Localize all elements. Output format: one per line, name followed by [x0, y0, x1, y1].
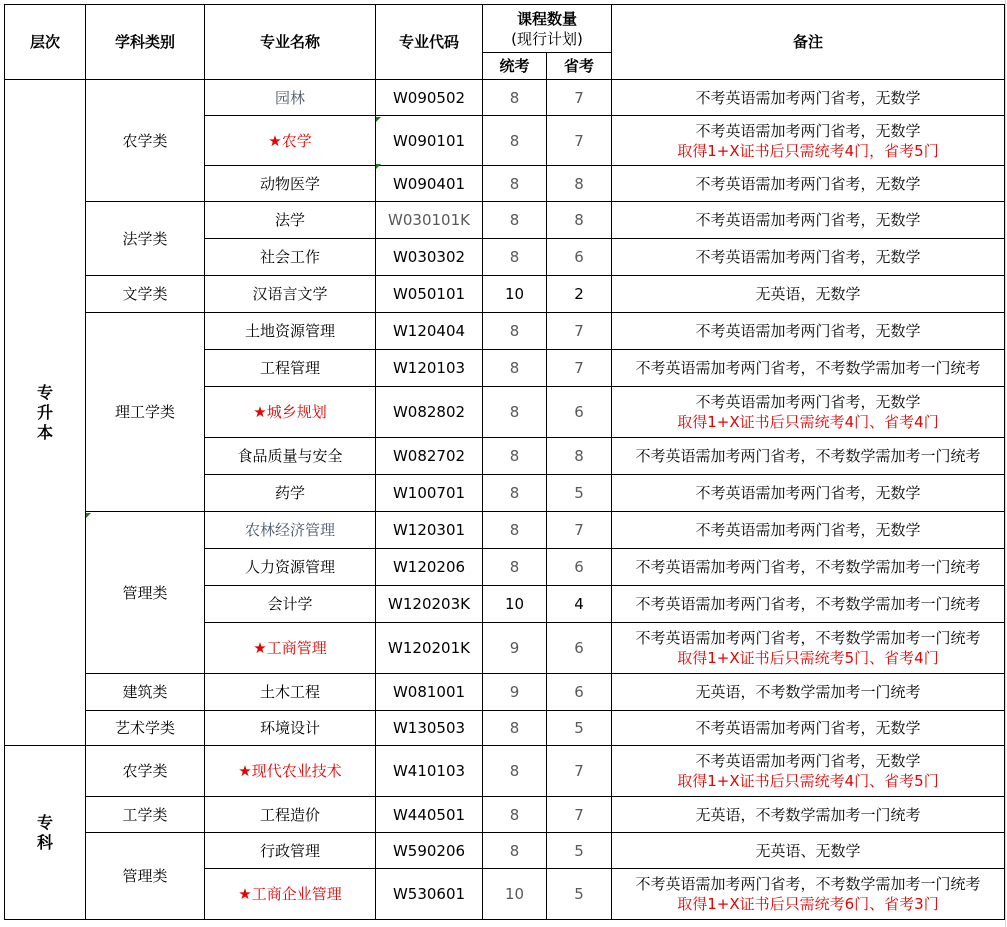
table-row	[5, 512, 1005, 549]
provincial-count: 6	[547, 674, 612, 711]
unified-count: 8	[483, 549, 547, 586]
major-name: 会计学	[205, 586, 376, 623]
remark	[612, 746, 1005, 797]
major-name: ★农学	[205, 116, 376, 166]
header-category: 学科类别	[86, 5, 205, 80]
provincial-count: 8	[547, 166, 612, 202]
remark-line: 不考英语需加考两门省考，不考数学需加考一门统考	[635, 875, 981, 893]
remark: 不考英语需加考两门省考，不考数学需加考一门统考	[612, 549, 1005, 586]
major-name: ★工商企业管理	[205, 869, 376, 920]
provincial-count: 6	[547, 239, 612, 276]
category-eng-junior: 工学类	[86, 797, 205, 833]
major-code: W120103	[376, 350, 483, 387]
remark: 无英语，无数学	[612, 276, 1005, 313]
major-code: W082802	[376, 387, 483, 438]
major-name: 汉语言文学	[205, 276, 376, 313]
major-name: 行政管理	[205, 833, 376, 869]
major-name: 工程造价	[205, 797, 376, 833]
major-code: W082702	[376, 438, 483, 475]
major-code: W090502	[376, 80, 483, 116]
remark: 不考英语需加考两门省考，无数学	[612, 202, 1005, 239]
remark	[612, 869, 1005, 920]
table-row	[5, 313, 1005, 350]
remark: 不考英语需加考两门省考，无数学	[612, 313, 1005, 350]
major-code: W440501	[376, 797, 483, 833]
category-mgmt: 管理类	[86, 512, 205, 674]
unified-count: 10	[483, 586, 547, 623]
header-course-count-label: 课程数量	[516, 9, 577, 28]
provincial-count: 5	[547, 869, 612, 920]
remark: 无英语，不考数学需加考一门统考	[612, 797, 1005, 833]
major-code: W030302	[376, 239, 483, 276]
header-provincial: 省考	[547, 53, 612, 80]
majors-table	[4, 4, 1005, 920]
unified-count: 10	[483, 276, 547, 313]
provincial-count: 7	[547, 797, 612, 833]
category-eng: 理工学类	[86, 313, 205, 512]
major-code: W130503	[376, 711, 483, 746]
major-name: 农林经济管理	[205, 512, 376, 549]
unified-count: 8	[483, 387, 547, 438]
major-code: W081001	[376, 674, 483, 711]
major-name: 社会工作	[205, 239, 376, 276]
header-major-name: 专业名称	[205, 5, 376, 80]
remark-certificate-line: 取得1+X证书后只需统考5门、省考4门	[677, 649, 939, 667]
remark: 无英语，不考数学需加考一门统考	[612, 674, 1005, 711]
major-name: ★现代农业技术	[205, 746, 376, 797]
remark-certificate-line: 取得1+X证书后只需统考4门，省考5门	[677, 141, 939, 160]
provincial-count: 2	[547, 276, 612, 313]
major-code: W120404	[376, 313, 483, 350]
provincial-count: 7	[547, 512, 612, 549]
major-name: 人力资源管理	[205, 549, 376, 586]
provincial-count: 6	[547, 623, 612, 674]
major-code: W120201K	[376, 623, 483, 674]
provincial-count: 6	[547, 549, 612, 586]
header-course-count	[483, 5, 612, 53]
major-name: 工程管理	[205, 350, 376, 387]
provincial-count: 6	[547, 387, 612, 438]
provincial-count: 8	[547, 438, 612, 475]
category-agri-junior: 农学类	[86, 746, 205, 797]
remark: 不考英语需加考两门省考，无数学	[612, 512, 1005, 549]
major-name: 法学	[205, 202, 376, 239]
major-name: 园林	[205, 80, 376, 116]
category-art: 艺术学类	[86, 711, 205, 746]
table-row	[5, 674, 1005, 711]
major-code: W590206	[376, 833, 483, 869]
provincial-count: 8	[547, 202, 612, 239]
unified-count: 8	[483, 711, 547, 746]
remark-line: 不考英语需加考两门省考，无数学	[695, 752, 921, 770]
category-arch: 建筑类	[86, 674, 205, 711]
category-mgmt-junior: 管理类	[86, 833, 205, 920]
table-row	[5, 833, 1005, 869]
remark: 不考英语需加考两门省考，无数学	[612, 239, 1005, 276]
major-code: W120203K	[376, 586, 483, 623]
table-row	[5, 797, 1005, 833]
major-name: ★工商管理	[205, 623, 376, 674]
remark-line: 不考英语需加考两门省考，不考数学需加考一门统考	[635, 629, 981, 647]
category-lit: 文学类	[86, 276, 205, 313]
unified-count: 8	[483, 746, 547, 797]
unified-count: 8	[483, 80, 547, 116]
major-code: W100701	[376, 475, 483, 512]
remark	[612, 387, 1005, 438]
provincial-count: 5	[547, 711, 612, 746]
remark: 不考英语需加考两门省考，无数学	[612, 475, 1005, 512]
provincial-count: 4	[547, 586, 612, 623]
remark-line: 不考英语需加考两门省考，无数学	[695, 121, 921, 140]
sheet-gridline	[1005, 0, 1006, 927]
provincial-count: 7	[547, 746, 612, 797]
category-law: 法学类	[86, 202, 205, 276]
major-code: W120301	[376, 512, 483, 549]
remark: 不考英语需加考两门省考，不考数学需加考一门统考	[612, 438, 1005, 475]
table-row	[5, 80, 1005, 116]
provincial-count: 7	[547, 350, 612, 387]
unified-count: 8	[483, 239, 547, 276]
major-code: W090401	[376, 166, 483, 202]
unified-count: 8	[483, 116, 547, 166]
major-code: W120206	[376, 549, 483, 586]
major-code: W030101K	[376, 202, 483, 239]
major-name: 食品质量与安全	[205, 438, 376, 475]
unified-count: 10	[483, 869, 547, 920]
header-remarks: 备注	[612, 5, 1005, 80]
remark	[612, 116, 1005, 166]
header-unified: 统考	[483, 53, 547, 80]
table-row	[5, 276, 1005, 313]
table-row	[5, 202, 1005, 239]
table-row	[5, 746, 1005, 797]
remark: 无英语、无数学	[612, 833, 1005, 869]
unified-count: 8	[483, 833, 547, 869]
unified-count: 8	[483, 202, 547, 239]
major-name: 药学	[205, 475, 376, 512]
unified-count: 9	[483, 674, 547, 711]
unified-count: 8	[483, 166, 547, 202]
level-upgrade: 专 升 本	[5, 80, 86, 746]
header-row	[5, 5, 1005, 53]
provincial-count: 7	[547, 116, 612, 166]
unified-count: 8	[483, 350, 547, 387]
cell-comment-indicator-icon	[86, 513, 91, 518]
cell-comment-indicator-icon	[376, 164, 381, 169]
remark: 不考英语需加考两门省考，无数学	[612, 166, 1005, 202]
provincial-count: 7	[547, 80, 612, 116]
unified-count: 8	[483, 797, 547, 833]
remark: 不考英语需加考两门省考，无数学	[612, 80, 1005, 116]
cell-comment-indicator-icon	[376, 117, 381, 122]
major-name: ★城乡规划	[205, 387, 376, 438]
unified-count: 8	[483, 438, 547, 475]
remark	[612, 623, 1005, 674]
category-agri: 农学类	[86, 80, 205, 202]
provincial-count: 7	[547, 313, 612, 350]
level-junior: 专 科	[5, 746, 86, 920]
table-row	[5, 711, 1005, 746]
unified-count: 8	[483, 313, 547, 350]
remark: 不考英语需加考两门省考，不考数学需加考一门统考	[612, 586, 1005, 623]
remark: 不考英语需加考两门省考，不考数学需加考一门统考	[612, 350, 1005, 387]
remark: 不考英语需加考两门省考，无数学	[612, 711, 1005, 746]
header-major-code: 专业代码	[376, 5, 483, 80]
remark-certificate-line: 取得1+X证书后只需统考6门、省考3门	[677, 895, 939, 913]
major-code: W090101	[376, 116, 483, 166]
major-name: 土地资源管理	[205, 313, 376, 350]
header-level: 层次	[5, 5, 86, 80]
remark-line: 不考英语需加考两门省考，无数学	[695, 393, 921, 411]
unified-count: 9	[483, 623, 547, 674]
major-name: 土木工程	[205, 674, 376, 711]
major-code: W530601	[376, 869, 483, 920]
unified-count: 8	[483, 512, 547, 549]
remark-certificate-line: 取得1+X证书后只需统考4门、省考5门	[677, 772, 939, 790]
header-course-count-sub: (现行计划)	[511, 29, 583, 48]
major-name: 环境设计	[205, 711, 376, 746]
provincial-count: 5	[547, 833, 612, 869]
remark-certificate-line: 取得1+X证书后只需统考4门、省考4门	[677, 413, 939, 431]
major-code: W410103	[376, 746, 483, 797]
unified-count: 8	[483, 475, 547, 512]
major-name: 动物医学	[205, 166, 376, 202]
major-code: W050101	[376, 276, 483, 313]
provincial-count: 5	[547, 475, 612, 512]
